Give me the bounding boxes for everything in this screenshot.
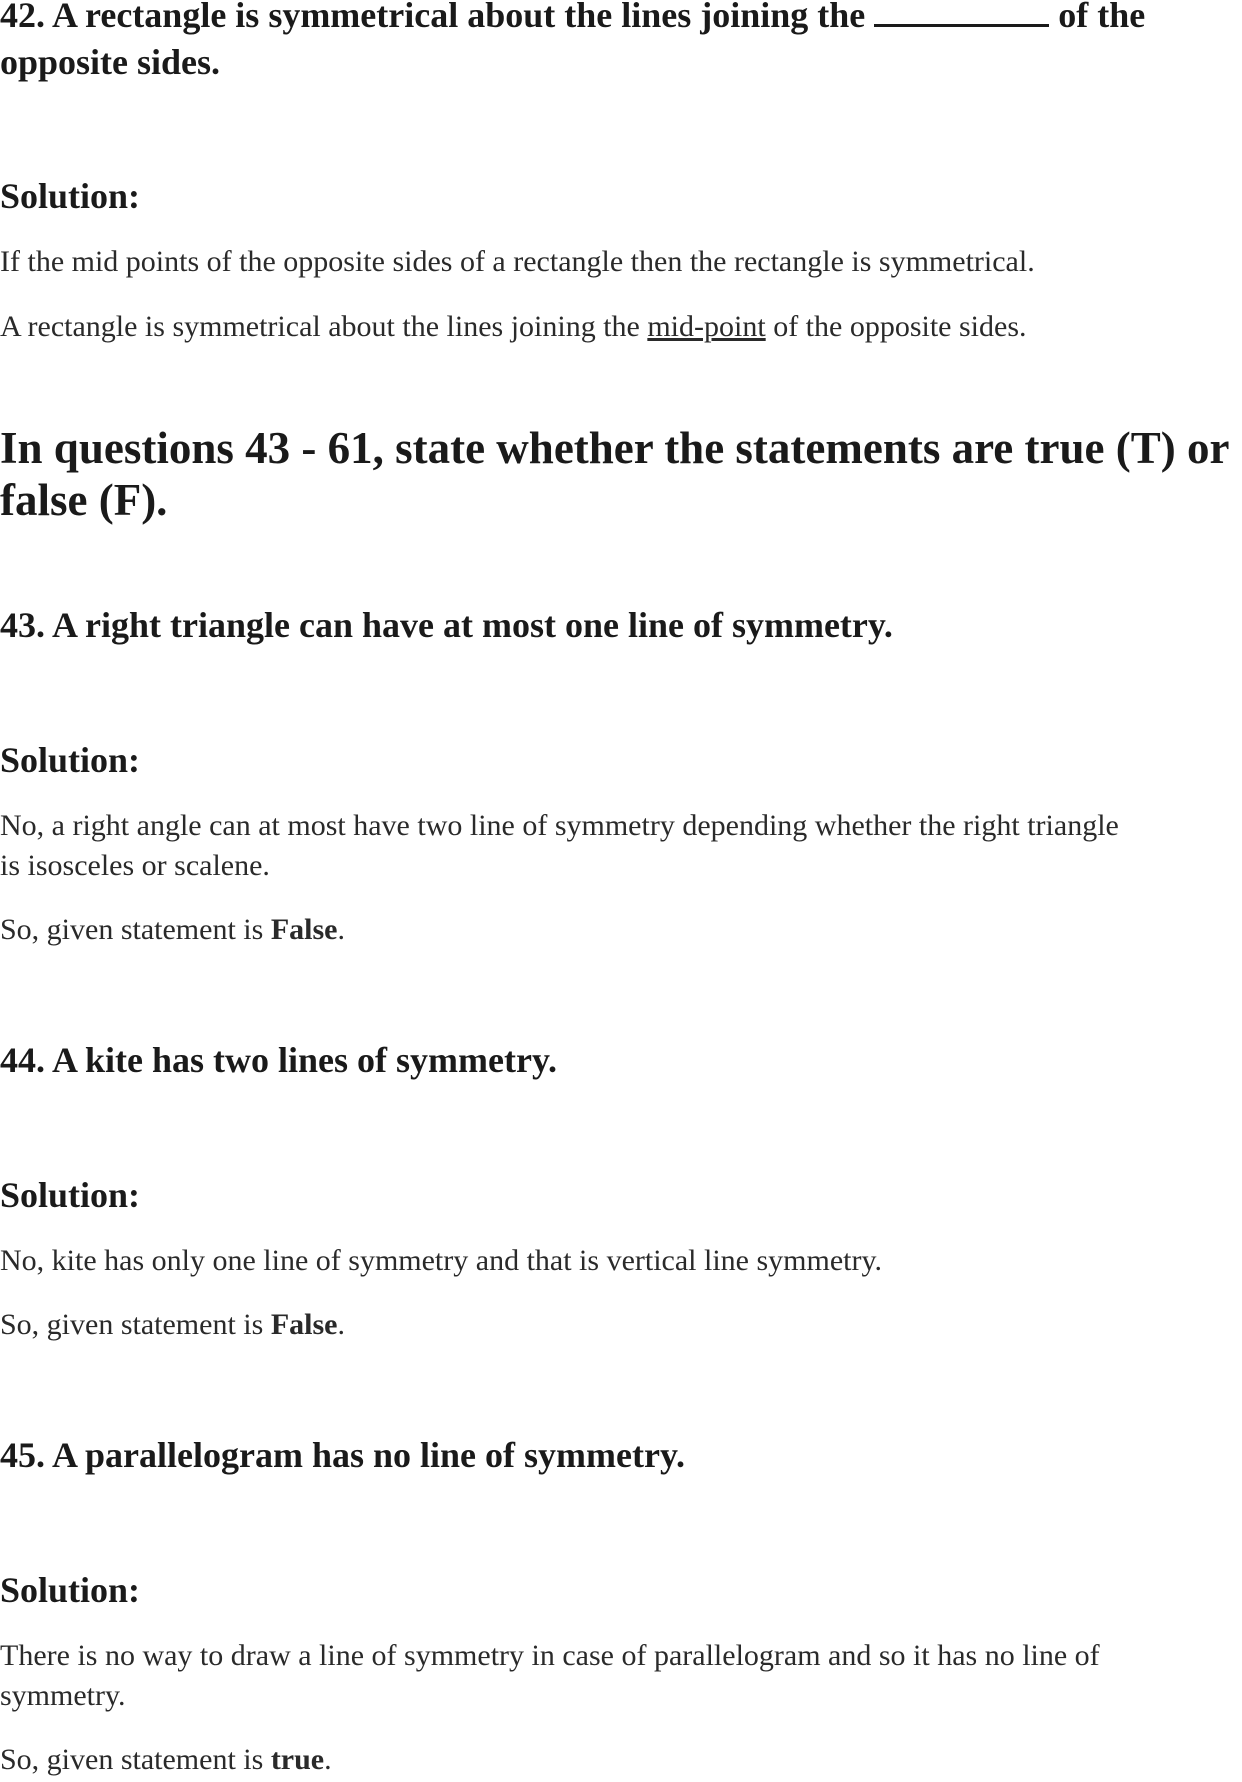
section-heading-line1: In questions 43 - 61, state whether the statements are true (T) or	[0, 423, 1230, 473]
question-43: 43. A right triangle can have at most one line of symmetry.	[0, 605, 893, 645]
solution-text: No, a right angle can at most have two line of symmetry depending whether the right triangle	[0, 809, 1119, 842]
solution-text: symmetry.	[0, 1679, 126, 1712]
conclusion	[0, 910, 345, 950]
conclusion	[0, 1305, 345, 1345]
solution-text: If the mid points of the opposite sides of a rectangle then the rectangle is symmetrical.	[0, 245, 1035, 278]
question-42-line2: opposite sides.	[0, 42, 221, 82]
question-text: 42. A rectangle is symmetrical about the lines joining the	[0, 0, 866, 35]
solution-label: Solution:	[0, 1175, 141, 1215]
question-44: 44. A kite has two lines of symmetry.	[0, 1040, 557, 1080]
solution-label: Solution:	[0, 176, 141, 216]
fill-in-blank	[874, 0, 1049, 27]
text: A rectangle is symmetrical about the lines joining the	[0, 310, 640, 343]
text: .	[324, 1743, 332, 1776]
solution-label: Solution:	[0, 740, 141, 780]
text: So, given statement is	[0, 913, 264, 946]
text: of the opposite sides.	[773, 310, 1027, 343]
answer-underlined: mid-point	[647, 310, 766, 343]
text: So, given statement is	[0, 1743, 264, 1776]
answer-bold: False	[270, 1308, 338, 1341]
text: .	[337, 1308, 345, 1341]
question-45: 45. A parallelogram has no line of symmetry.	[0, 1435, 685, 1475]
solution-text: There is no way to draw a line of symmetry in case of parallelogram and so it has no line of	[0, 1639, 1100, 1672]
solution-text: No, kite has only one line of symmetry and that is vertical line symmetry.	[0, 1244, 883, 1277]
conclusion	[0, 1740, 332, 1780]
section-heading-line2: false (F).	[0, 475, 168, 525]
solution-answer-text	[0, 307, 1027, 347]
answer-bold: true	[270, 1743, 325, 1776]
solution-text: is isosceles or scalene.	[0, 849, 270, 882]
question-text: of the	[1058, 0, 1146, 35]
question-42-line1	[0, 0, 1145, 39]
answer-bold: False	[270, 913, 338, 946]
text: .	[337, 913, 345, 946]
text: So, given statement is	[0, 1308, 264, 1341]
solution-label: Solution:	[0, 1570, 141, 1610]
